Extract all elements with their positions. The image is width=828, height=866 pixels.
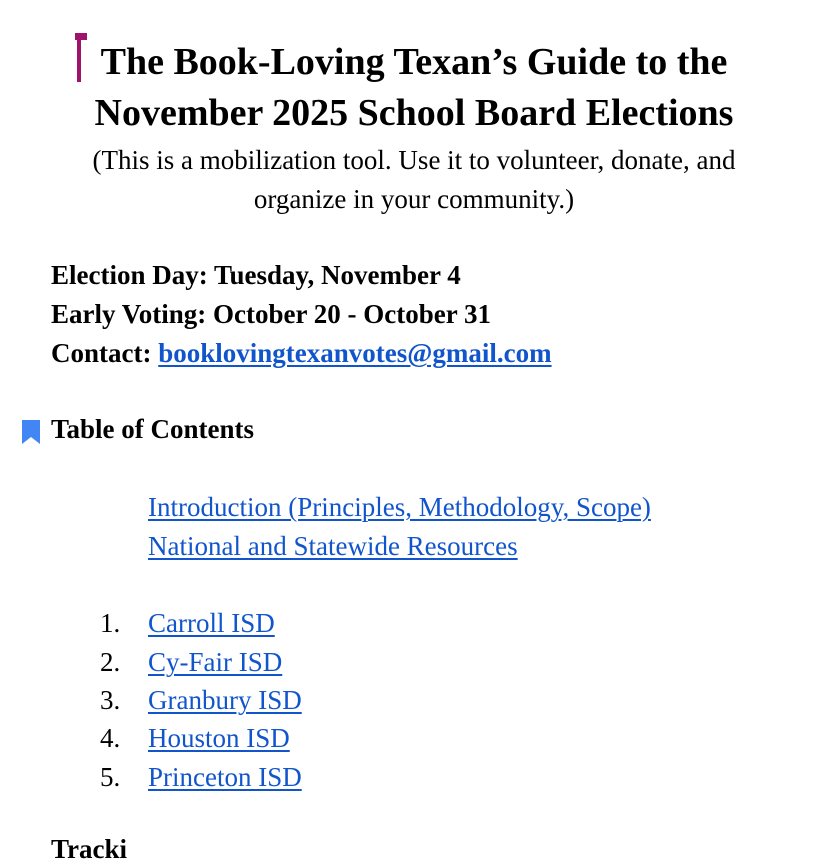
subtitle-line-1: (This is a mobilization tool. Use it to volunteer, donate, and bbox=[92, 145, 736, 175]
next-heading-cutoff bbox=[51, 832, 141, 864]
toc-link-national-resources[interactable]: National and Statewide Resources bbox=[148, 531, 518, 561]
table-of-contents-heading: Table of Contents bbox=[51, 414, 255, 444]
list-number: 4. bbox=[100, 723, 121, 753]
contact-line bbox=[51, 336, 552, 370]
contact-email-link[interactable]: booklovingtexanvotes@gmail.com bbox=[158, 338, 552, 368]
district-link-carroll[interactable]: Carroll ISD bbox=[148, 608, 275, 638]
list-number: 3. bbox=[100, 685, 121, 715]
toc-item-introduction bbox=[148, 490, 651, 524]
toc-link-introduction[interactable]: Introduction (Principles, Methodology, Scope) bbox=[148, 492, 651, 522]
district-link-houston[interactable]: Houston ISD bbox=[148, 723, 290, 753]
list-number: 1. bbox=[100, 608, 121, 638]
district-link-princeton[interactable]: Princeton ISD bbox=[148, 762, 302, 792]
next-heading-partial: Tracki bbox=[51, 834, 127, 864]
page-title-line-1: The Book-Loving Texan’s Guide to the bbox=[100, 41, 728, 83]
district-link-cy-fair[interactable]: Cy-Fair ISD bbox=[148, 647, 283, 677]
toc-item-national-resources bbox=[148, 529, 518, 563]
district-link-granbury[interactable]: Granbury ISD bbox=[148, 685, 302, 715]
page-title-line-2: November 2025 School Board Elections bbox=[94, 92, 734, 134]
contact-label: Contact: bbox=[51, 338, 159, 368]
subtitle-line-2: organize in your community.) bbox=[253, 184, 575, 214]
election-day-text: Election Day: Tuesday, November 4 bbox=[51, 260, 461, 290]
early-voting-text: Early Voting: October 20 - October 31 bbox=[51, 299, 491, 329]
list-number: 2. bbox=[100, 647, 121, 677]
bookmark-icon[interactable] bbox=[21, 419, 41, 445]
list-number: 5. bbox=[100, 762, 121, 792]
